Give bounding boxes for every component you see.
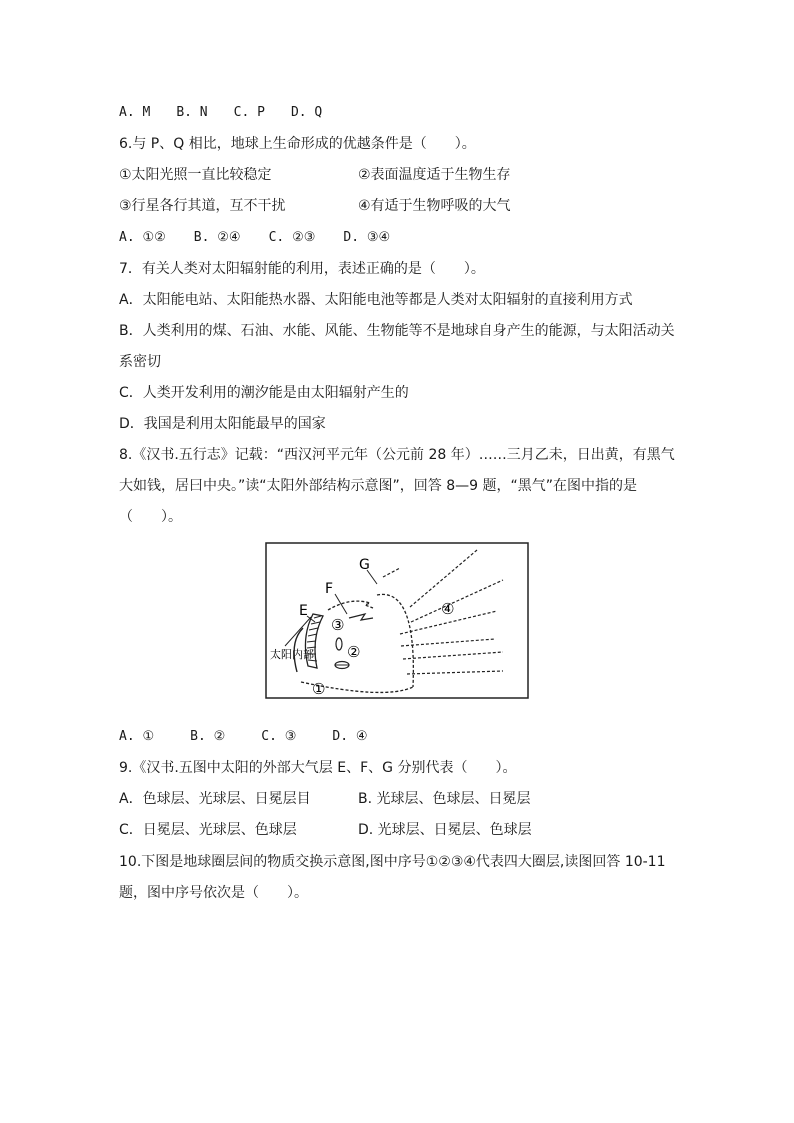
q6-choice-2: ②表面温度适于生物生存	[358, 167, 511, 183]
sunspot-upper	[336, 638, 342, 650]
q7-option-b-line1: B．人类利用的煤、石油、水能、风能、生物能等不是地球自身产生的能源，与太阳活动关	[119, 323, 675, 339]
q5-option-d: D. Q	[290, 105, 323, 120]
q5-option-a: A. M	[119, 105, 151, 120]
q6-choice-4: ④有适于生物呼吸的大气	[358, 198, 511, 214]
label-2: ②	[347, 643, 361, 661]
q5-option-c: C. P	[233, 105, 265, 120]
q9-option-d: D. 光球层、日冕层、色球层	[358, 822, 532, 838]
q10-stem-line1: 10.下图是地球圈层间的物质交换示意图,图中序号①②③④代表四大圈层,读图回答 10-11	[119, 854, 666, 870]
q8-stem-line1: 8.《汉书.五行志》记载：“西汉河平元年（公元前 28 年）……三月乙未，日出黄，有黑气	[119, 447, 675, 463]
q8-stem-line3: （ ）。	[119, 509, 182, 525]
q6-option-b: B. ②④	[193, 230, 241, 245]
q5-option-b: B. N	[176, 105, 208, 120]
q7-option-a: A．太阳能电站、太阳能热水器、太阳能电池等都是人类对太阳辐射的直接利用方式	[119, 292, 633, 308]
q10-stem-line2: 题，图中序号依次是（ ）。	[119, 885, 308, 901]
q7-option-d: D．我国是利用太阳能最早的国家	[119, 416, 326, 432]
q6-choice-1: ①太阳光照一直比较稳定	[119, 167, 272, 183]
q5-options	[119, 103, 322, 123]
q9-option-a: A．色球层、光球层、日冕层目	[119, 791, 311, 807]
q7-option-b-line2: 系密切	[119, 354, 161, 370]
label-4: ④	[441, 600, 455, 618]
q8-option-b: B. ②	[190, 729, 226, 744]
label-3: ③	[331, 616, 345, 634]
q6-stem: 6.与 P、Q 相比，地球上生命形成的优越条件是（ ）。	[119, 136, 476, 152]
q8-option-a: A. ①	[119, 729, 155, 744]
q9-option-b: B. 光球层、色球层、日冕层	[358, 791, 531, 807]
q9-stem: 9.《汉书.五图中太阳的外部大气层 E、F、G 分别代表（ ）。	[119, 760, 517, 776]
label-sun-interior: 太阳内部	[270, 648, 314, 661]
q8-options	[119, 727, 368, 747]
q6-choice-3: ③行星各行其道，互不干扰	[119, 198, 286, 214]
label-f: F	[325, 581, 334, 597]
label-1: ①	[312, 680, 326, 698]
label-e: E	[299, 603, 308, 619]
q8-option-d: D. ④	[332, 729, 368, 744]
figure-frame	[266, 543, 528, 698]
q6-option-d: D. ③④	[343, 230, 391, 245]
q6-options	[119, 228, 390, 248]
q6-option-a: A. ①②	[119, 230, 166, 245]
q8-stem-line2: 大如钱，居曰中央。”读“太阳外部结构示意图”，回答 8—9 题，“黑气”在图中指的是	[119, 478, 637, 494]
label-g: G	[359, 557, 370, 573]
sun-structure-figure	[265, 542, 529, 700]
q7-stem: 7．有关人类对太阳辐射能的利用，表述正确的是（ ）。	[119, 261, 485, 277]
q6-option-c: C. ②③	[268, 230, 316, 245]
q8-option-c: C. ③	[261, 729, 297, 744]
q7-option-c: C．人类开发利用的潮汐能是由太阳辐射产生的	[119, 385, 409, 401]
q9-option-c: C．日冕层、光球层、色球层	[119, 822, 297, 838]
